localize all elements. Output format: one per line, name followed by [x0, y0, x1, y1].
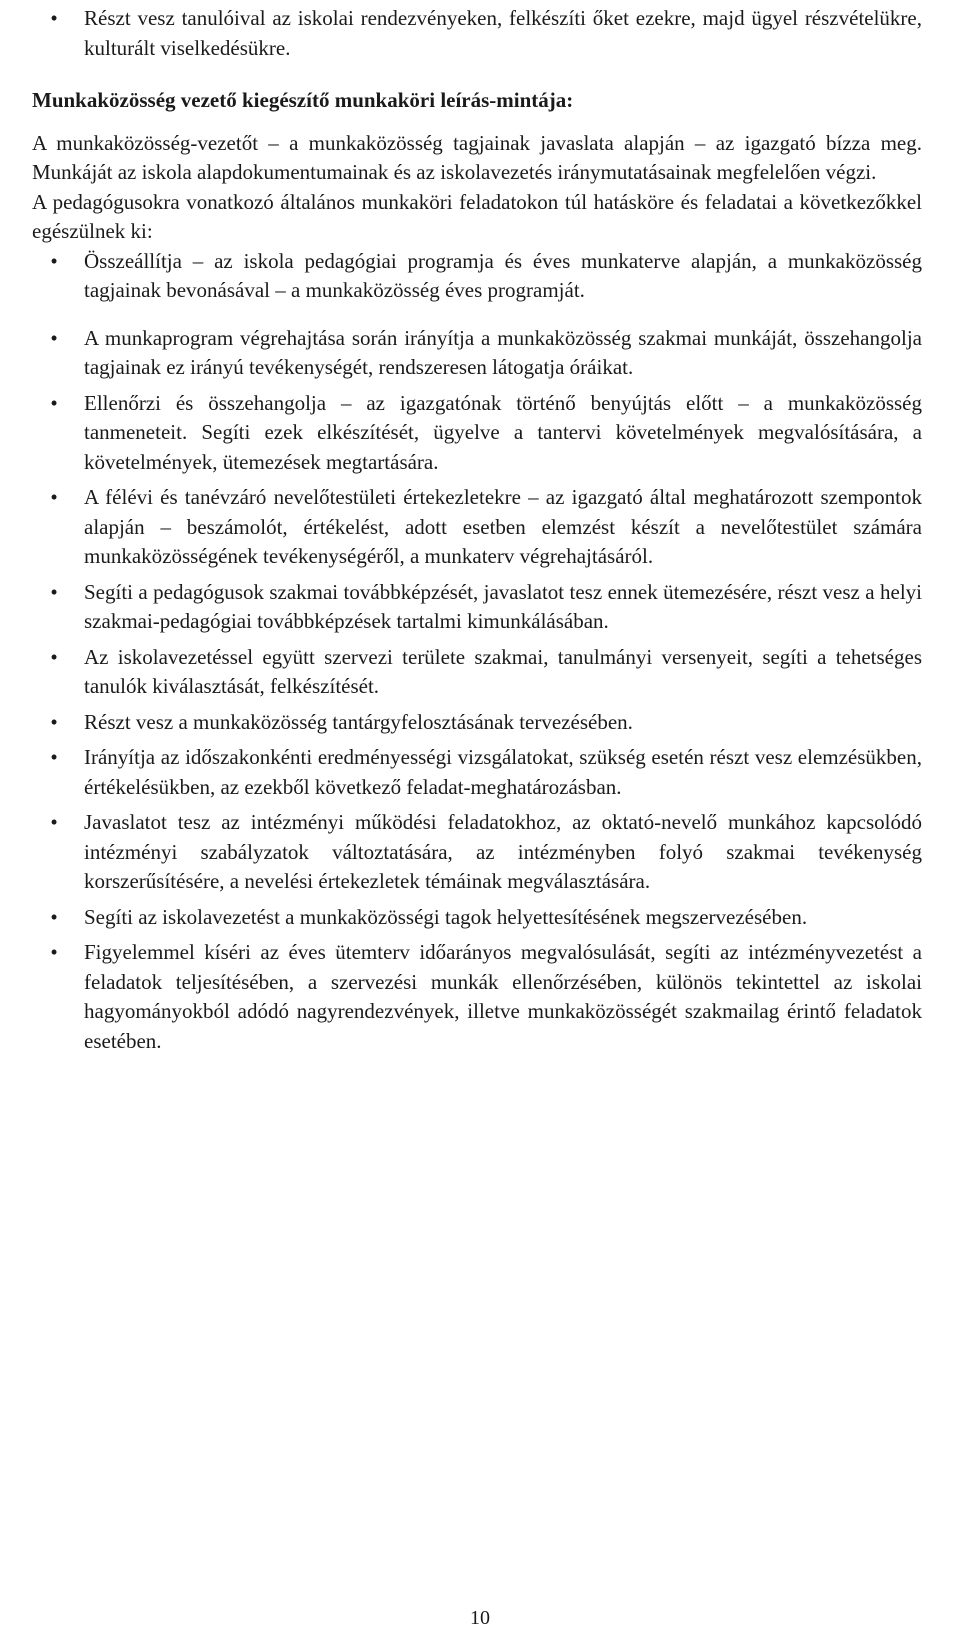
bullet-icon: • — [50, 485, 58, 509]
list-item-text: Segíti az iskolavezetést a munkaközösségi tagok helyettesítésének megszervezésében. — [84, 904, 808, 929]
list-item-text: Irányítja az időszakonkénti eredményességi vizsgálatokat, szükség esetén részt vesz elemzésükben, értékelésükben, az ezekből következő feladat-meghatározásban. — [84, 745, 922, 799]
list-item-text: Részt vesz tanulóival az iskolai rendezvényeken, felkészíti őket ezekre, majd ügyel részvételükre, kulturált viselkedésükre. — [84, 6, 922, 60]
list-item — [32, 4, 922, 63]
top-bullet-list — [32, 4, 922, 63]
list-item-text: Javaslatot tesz az intézményi működési feladatokhoz, az oktató-nevelő munkához kapcsolódó intézményi szabályzatok változtatására, az intézményben folyó szakmai tevékenység korszerűsítésére, a nevelési értekezletek témáinak megválasztására. — [84, 810, 922, 893]
bullet-icon: • — [50, 904, 58, 929]
list-item-text: Figyelemmel kíséri az éves ütemterv időarányos megvalósulását, segíti az intézményvezetést a feladatok teljesítésében, a szervezési munkák ellenőrzésében, különös tekintettel az iskolai hagyományokból adódó nagyrendezvények, illetve munkaközösségét szakmailag érintő feladatok esetében. — [84, 940, 922, 1053]
list-item — [32, 247, 922, 306]
duties-intro-paragraph: A pedagógusokra vonatkozó általános munkaköri feladatokon túl hatásköre és feladatai a következőkkel egészülnek ki: — [32, 189, 922, 243]
section-heading: Munkaközösség vezető kiegészítő munkaköri leírás-mintája: — [32, 88, 574, 112]
bullet-icon: • — [50, 709, 58, 734]
list-item — [32, 708, 922, 738]
intro-paragraph: A munkaközösség-vezetőt – a munkaközösség tagjainak javaslata alapján – az igazgató bízza meg. Munkáját az iskola alapdokumentumainak és az iskolavezetés iránymutatásainak megfelelően végzi. — [32, 130, 922, 184]
list-item — [32, 578, 922, 637]
bullet-icon: • — [50, 6, 58, 30]
list-item-text: A félévi és tanévzáró nevelőtestületi értekezletekre – az igazgató által meghatározott szempontok alapján – beszámolót, értékelést, adott esetben elemzést készít a nevelőtestület számára munkaközösségének tevékenységéről, a munkaterv végrehajtásáról. — [84, 485, 922, 568]
list-item — [32, 938, 922, 1056]
bullet-icon: • — [50, 940, 58, 964]
duties-bullet-list — [32, 247, 922, 1057]
list-item-text: Az iskolavezetéssel együtt szervezi területe szakmai, tanulmányi versenyeit, segíti a tehetséges tanulók kiválasztását, felkészítését. — [84, 644, 922, 698]
bullet-icon: • — [50, 745, 58, 769]
bullet-icon: • — [50, 810, 58, 834]
list-item-text: Ellenőrzi és összehangolja – az igazgatónak történő benyújtás előtt – a munkaközösség tanmeneteit. Segíti ezek elkészítését, ügyelve a tantervi követelmények megvalósítására, a követelmények, ütemezések megtartására. — [84, 390, 922, 474]
list-item — [32, 808, 922, 897]
list-item-text: Összeállítja – az iskola pedagógiai programja és éves munkaterve alapján, a munkaközösség tagjainak bevonásával – a munkaközösség éves programját. — [84, 248, 922, 302]
bullet-icon: • — [50, 390, 58, 415]
list-item-text: Részt vesz a munkaközösség tantárgyfelosztásának tervezésében. — [84, 709, 633, 734]
list-item-text: Segíti a pedagógusok szakmai továbbképzését, javaslatot tesz ennek ütemezésére, részt vesz a helyi szakmai-pedagógiai továbbképzések tartalmi kimunkálásában. — [84, 579, 922, 633]
list-item — [32, 483, 922, 572]
bullet-icon: • — [50, 644, 58, 669]
list-item — [32, 903, 922, 933]
list-item — [32, 743, 922, 802]
list-item-text: A munkaprogram végrehajtása során irányítja a munkaközösség szakmai munkáját, összehangolja tagjainak ez irányú tevékenységét, rendszeresen látogatja óráikat. — [84, 325, 922, 379]
bullet-icon: • — [50, 248, 58, 273]
page-number: 10 — [470, 1607, 490, 1629]
list-item — [32, 324, 922, 383]
list-item — [32, 643, 922, 702]
bullet-icon: • — [50, 325, 58, 350]
bullet-icon: • — [50, 579, 58, 604]
document-body — [32, 4, 922, 1056]
list-item — [32, 389, 922, 478]
